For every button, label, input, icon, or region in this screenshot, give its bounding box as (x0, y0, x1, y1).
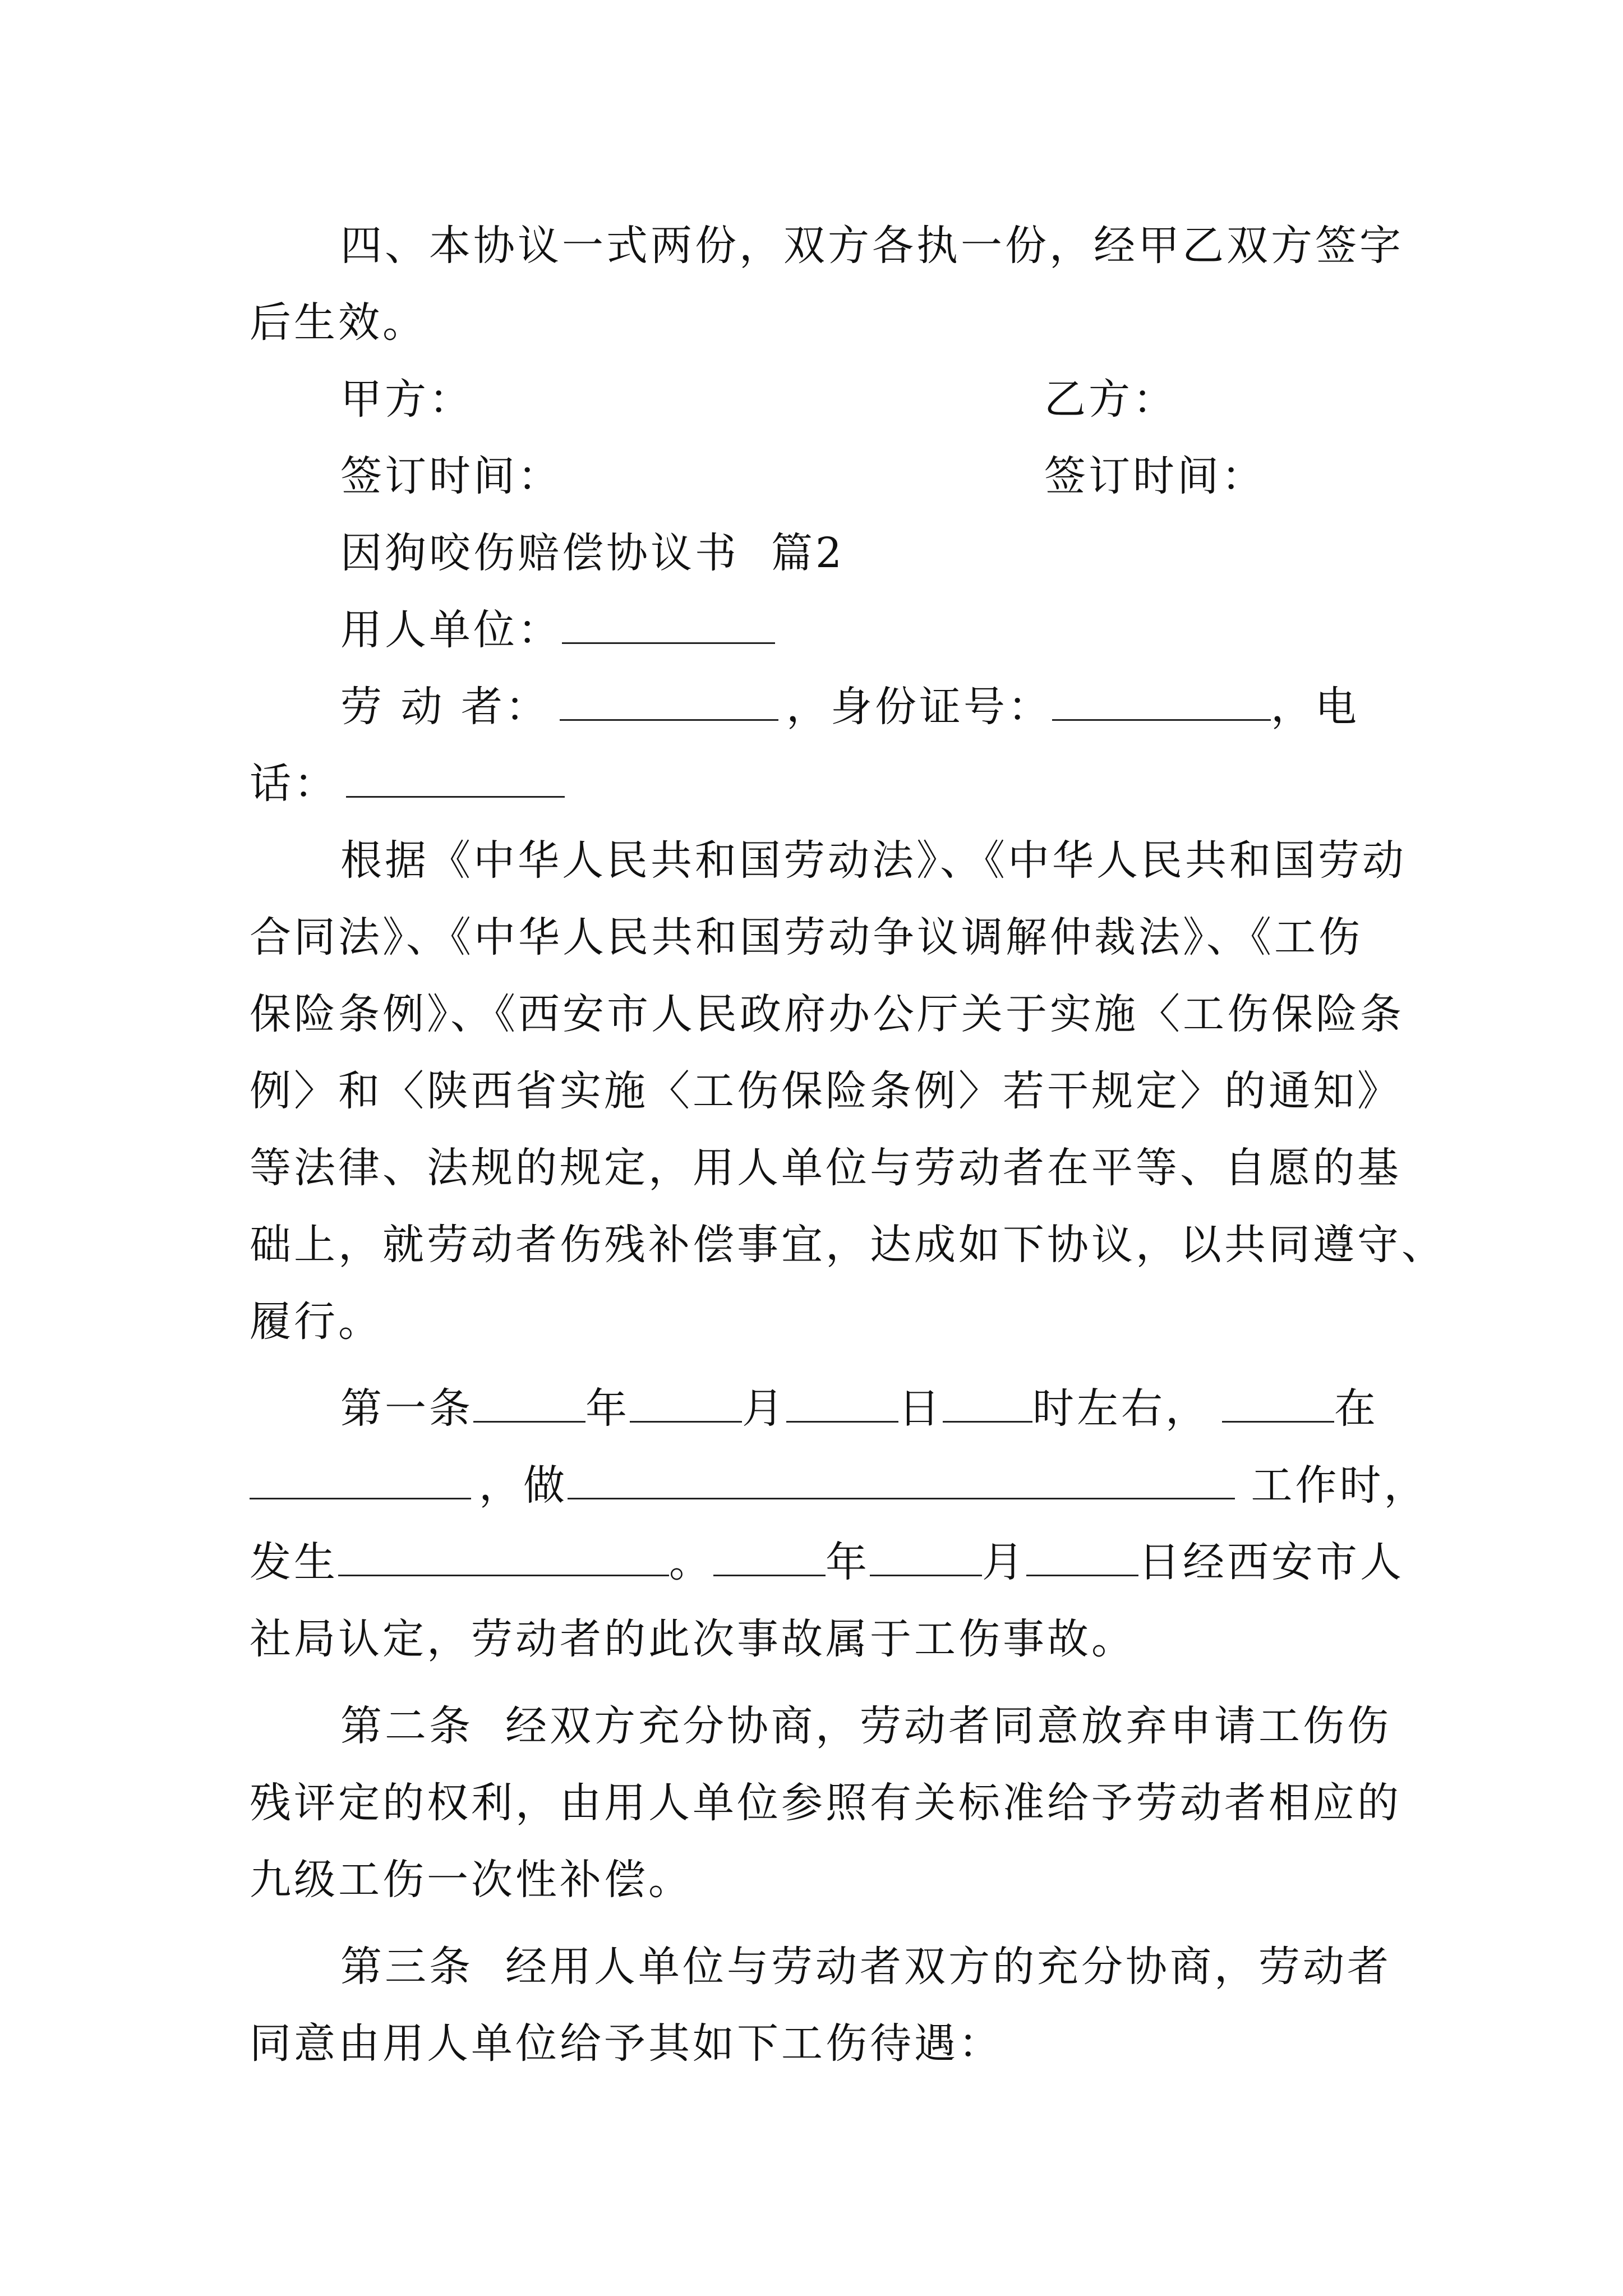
location-person-blank (1222, 1387, 1334, 1423)
preamble-line-4: 例〉和〈陕西省实施〈工伤保险条例〉若干规定〉的通知》 (250, 1067, 1401, 1115)
employer-label: 用人单位： (340, 606, 562, 654)
article-three-line-2: 同意由用人单位给予其如下工伤待遇： (250, 2019, 1003, 2068)
preamble-line-7: 履行。 (250, 1297, 382, 1346)
employer-blank (562, 609, 775, 644)
worker-label: 劳 动 者： (340, 683, 550, 731)
at-label: 在 (1334, 1384, 1378, 1433)
party-row (250, 361, 1377, 438)
article-one (250, 1370, 1428, 1678)
happen-label: 发生 (250, 1538, 338, 1586)
worker-phone-blank (346, 762, 565, 798)
section-title: 因狗咬伤赔偿协议书 篇2 (340, 529, 845, 577)
worker-phone-sep: ，电 (1271, 683, 1360, 731)
month2-label: 月 (982, 1538, 1026, 1586)
worker-row (250, 669, 1377, 746)
year2-label: 年 (826, 1538, 870, 1586)
recognition-year-blank (713, 1541, 826, 1576)
incident-blank (338, 1541, 669, 1576)
party-a-label: 甲方： (340, 375, 473, 424)
article-two-line-2: 残评定的权利，由用人单位参照有关标准给予劳动者相应的 (250, 1779, 1401, 1827)
article-two (250, 1688, 1401, 1918)
day2-label: 日经西安市人 (1138, 1538, 1404, 1586)
worker-phone-row (250, 746, 1377, 822)
do-label: ，做 (479, 1461, 568, 1510)
article-two-line-1: 第二条 经双方充分协商，劳动者同意放弃申请工伤伤 (340, 1702, 1392, 1750)
accident-hour-blank (943, 1387, 1032, 1423)
preamble-line-5: 等法律、法规的规定，用人单位与劳动者在平等、自愿的基 (250, 1144, 1401, 1192)
article-one-line-1 (250, 1370, 1377, 1447)
article-one-line-2 (250, 1447, 1428, 1524)
preamble-line-1: 根据《中华人民共和国劳动法》、《中华人民共和国劳动 (340, 836, 1407, 885)
clause-four-line-1: 四、本协议一式两份，双方各执一份，经甲乙双方签字 (340, 222, 1404, 270)
worker-phone-label: 话： (250, 760, 338, 808)
signature-block (250, 361, 1377, 515)
article-one-line-4: 社局认定，劳动者的此次事故属于工伤事故。 (250, 1615, 1136, 1663)
year-label: 年 (585, 1384, 630, 1433)
article-three (250, 1929, 1392, 2082)
accident-month-blank (630, 1387, 742, 1423)
work-content-blank (568, 1464, 1235, 1499)
worker-name-blank (560, 685, 778, 721)
period-label: 。 (669, 1538, 713, 1586)
location-blank (250, 1464, 471, 1499)
article-one-line-3 (250, 1524, 1404, 1601)
recognition-day-blank (1026, 1541, 1138, 1576)
sign-date-a-label: 签订时间： (340, 452, 562, 500)
party-b-label: 乙方： (1044, 375, 1177, 424)
document-body (250, 208, 1446, 2082)
worker-id-blank (1052, 685, 1271, 721)
employer-row (250, 592, 1377, 669)
preamble-line-6: 础上，就劳动者伤残补偿事宜，达成如下协议，以共同遵守、 (250, 1221, 1446, 1269)
recognition-month-blank (870, 1541, 982, 1576)
clause-four-line-2: 后生效。 (250, 298, 427, 347)
sign-date-row (250, 438, 1377, 515)
worker-id-label: ，身份证号： (786, 683, 1053, 731)
preamble-line-2: 合同法》、《中华人民共和国劳动争议调解仲裁法》、《工伤 (250, 913, 1363, 961)
sign-date-b-label: 签订时间： (1044, 452, 1266, 500)
accident-day-blank (786, 1387, 898, 1423)
article-one-prefix: 第一条 (340, 1384, 473, 1433)
article-three-line-1: 第三条 经用人单位与劳动者双方的充分协商，劳动者 (340, 1943, 1392, 1991)
preamble-line-3: 保险条例》、《西安市人民政府办公厅关于实施〈工伤保险条 (250, 990, 1404, 1038)
month-label: 月 (742, 1384, 786, 1433)
accident-year-blank (473, 1387, 585, 1423)
article-two-line-3: 九级工伤一次性补偿。 (250, 1856, 693, 1904)
clause-four (250, 208, 1404, 361)
preamble (250, 822, 1446, 1360)
day-label: 日 (898, 1384, 943, 1433)
work-label: 工作时， (1235, 1461, 1428, 1510)
hour-label: 时左右， (1032, 1384, 1210, 1433)
